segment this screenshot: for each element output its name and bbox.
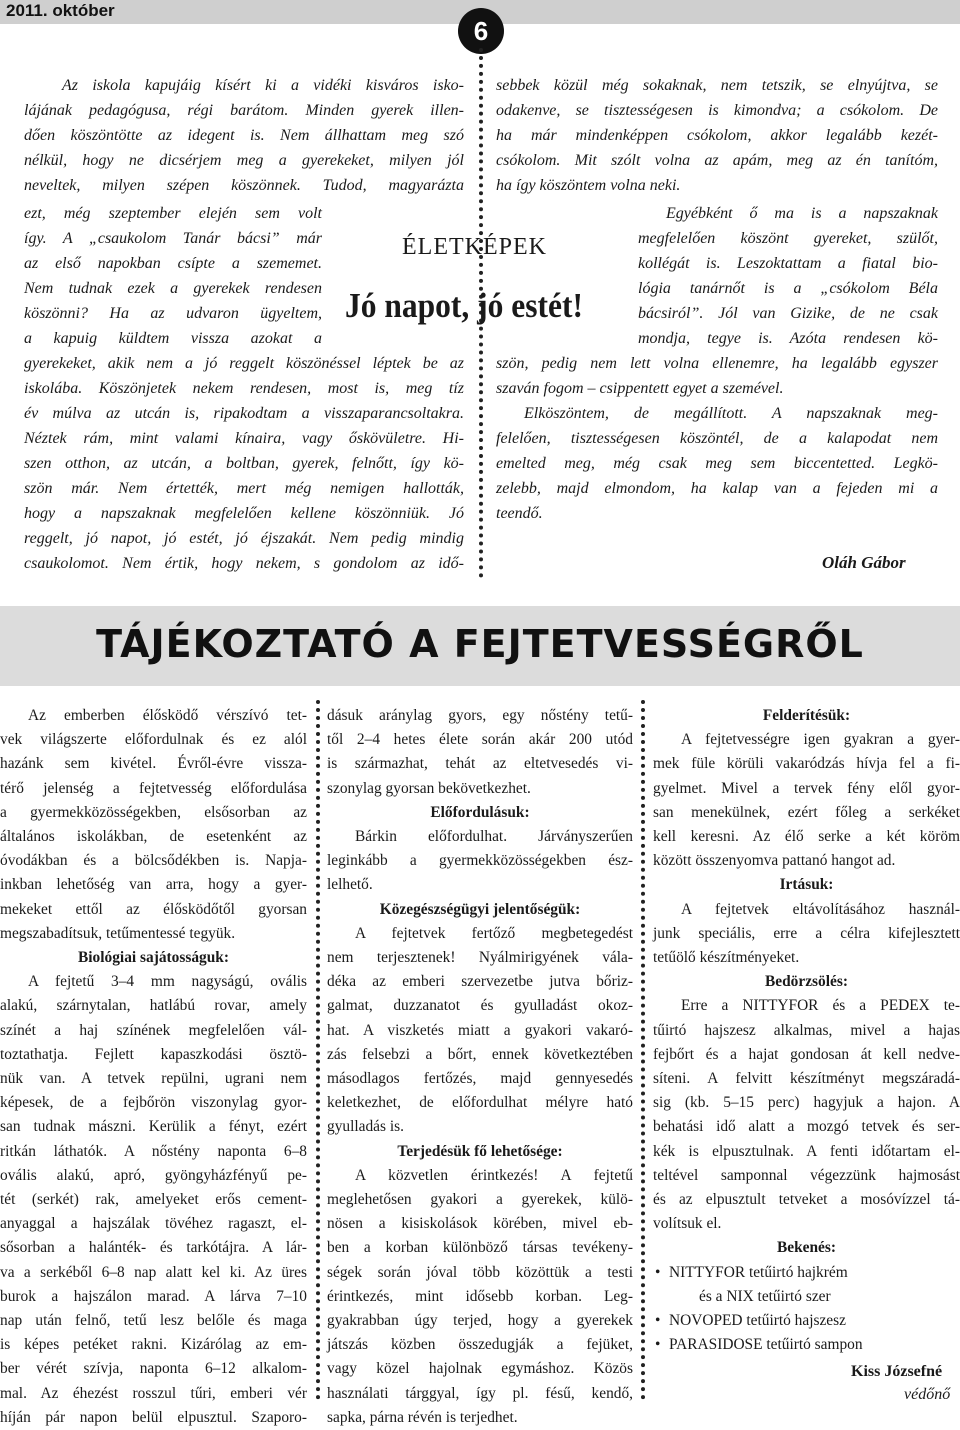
subheading: Irtásuk: bbox=[779, 876, 834, 894]
subheading: Bekenés: bbox=[777, 1239, 836, 1257]
paragraph-line: is származhat, tehát az eltetvesedés vi- bbox=[327, 755, 633, 773]
paragraph-line: lelhető. bbox=[327, 876, 373, 894]
paragraph-line: képesek, de a fejbőrön viszonylag gyor- bbox=[0, 1094, 307, 1112]
column-divider bbox=[316, 700, 320, 1400]
paragraph-line: Elköszöntem, de megállított. A napszaknak meg- bbox=[524, 405, 938, 422]
paragraph-line: ha már mindenképpen csókolom, akkor legalább kezét- bbox=[496, 127, 938, 144]
paragraph-line: mondja, tegye is. Azóta rendesen kö- bbox=[638, 330, 938, 347]
list-item bbox=[653, 1309, 960, 1333]
article2-column-1 bbox=[0, 704, 307, 1430]
paragraph-line: gyerekeket, akik nem a jó reggelt köszönéssel léptek be az bbox=[24, 355, 464, 372]
paragraph-line: mal. Az éhezést rosszul tűri, emberi vér bbox=[0, 1384, 307, 1402]
paragraph-line: anyaggal a hajszálak tövéhez ragaszt, el- bbox=[0, 1215, 307, 1233]
paragraph-line: sebbek közül még sokaknak, nem tetszik, se elnyújtva, se bbox=[496, 77, 938, 94]
list-item-text: NITTYFOR tetűirtó hajkrém bbox=[669, 1263, 848, 1281]
paragraph-line: nem terjesztenek! Nyálmirigyének vála- bbox=[327, 949, 633, 967]
paragraph-line: lájának pedagógusa, régi barátom. Minden gyerek illen- bbox=[24, 102, 464, 119]
paragraph-line: mek füle körüli vakaródzás hívja fel a fi- bbox=[653, 755, 960, 773]
paragraph-line: burok a hajszálon marad. A lárva 7–10 bbox=[0, 1287, 307, 1305]
paragraph-line: hazánk sem kivétel. Évről-évre vissza- bbox=[0, 755, 307, 773]
paragraph-line: Erre a NITTYFOR és a PEDEX te- bbox=[681, 997, 960, 1015]
subheading: Biológiai sajátosságuk: bbox=[78, 949, 229, 967]
paragraph-line: reggelt, jó napot, jó estét, jó éjszakát. Nem pedig mindig bbox=[24, 530, 464, 547]
paragraph-line: mekeket ettől az élősködőtől gyorsan bbox=[0, 900, 307, 918]
paragraph-line: tét (serkét) rak, amelyeket erős cement- bbox=[0, 1191, 307, 1209]
paragraph-line: ber vérét szívja, naponta 6–12 alkalom- bbox=[0, 1360, 307, 1378]
paragraph-line: szaván fogom – csippentett egyet a szemével. bbox=[496, 380, 784, 397]
paragraph-line: fejbőrt és a hajat gondosan át kell nedve- bbox=[653, 1045, 960, 1063]
bullet-icon: • bbox=[655, 1336, 661, 1354]
list-item bbox=[653, 1333, 960, 1357]
paragraph-line: gyakrabban úgy terjed, hogy a gyerekek bbox=[327, 1312, 633, 1330]
list-item bbox=[653, 1261, 960, 1285]
paragraph-line: A fejtetvességre igen gyakran a gyer- bbox=[681, 731, 960, 749]
paragraph-line: A közvetlen érintkezés! A fejtetű bbox=[355, 1166, 633, 1184]
paragraph-line: megszabadítsuk, tetűmentessé tegyük. bbox=[0, 924, 236, 942]
paragraph-line: toztathatja. Fejlett kapaszkodási ösztö- bbox=[0, 1045, 307, 1063]
article2-author: Kiss Józsefné bbox=[851, 1363, 943, 1380]
paragraph-line: színét a haj színének megfelelően vál- bbox=[0, 1021, 307, 1039]
paragraph-line: tűirtó hajszesz alkalmas, mivel a hajas bbox=[653, 1021, 960, 1039]
paragraph-line: emelted meg, még csak meg sem biccentetted. Legkö- bbox=[496, 455, 938, 472]
paragraph-line: és az elpusztult tetveket a mosóvízzel tá- bbox=[653, 1191, 960, 1209]
paragraph-line: érintkezés, mint idősebb korban. Leg- bbox=[327, 1287, 633, 1305]
paragraph-line: felelően, tisztességesen köszöntél, de a kalapodat nem bbox=[496, 430, 938, 447]
paragraph-line: év múlva az utcán is, ripakodtam a visszaparancsoltakra. bbox=[24, 405, 464, 422]
paragraph-line: behatási idő alatt a mozgó tetvek és ser- bbox=[653, 1118, 960, 1136]
paragraph-line: a kapuig küldtem vissza azokat a bbox=[24, 330, 322, 347]
issue-date: 2011. október bbox=[6, 1, 115, 20]
paragraph-line: vek világszerte előfordulnak és ez alól bbox=[0, 731, 307, 749]
paragraph-line: déka az emberi szervezetbe jutva bőriz- bbox=[327, 973, 633, 991]
paragraph-line: másodlagos fertőzés, majd gennyesedés bbox=[327, 1070, 633, 1088]
paragraph-line: san menekülnek, ezért főleg a serkéket bbox=[653, 803, 960, 821]
paragraph-line: sősorban a halánték- és tarkótájra. A lár- bbox=[0, 1239, 307, 1257]
paragraph-line: lógia tanárnőt is a „csókolom Béla bbox=[638, 280, 938, 297]
subheading: Bedörzsölés: bbox=[765, 973, 848, 991]
paragraph-line: között összenyomva pattanó hangot ad. bbox=[653, 852, 896, 870]
paragraph-line: A fejtetű 3–4 mm nagyságú, ovális bbox=[28, 973, 307, 991]
paragraph-line: kék is elpusztulnak. A fenti időtartam el- bbox=[653, 1142, 960, 1160]
paragraph-line: ha így köszöntem volna neki. bbox=[496, 177, 681, 194]
paragraph-line: teltével samponnal végezzünk hajmosást bbox=[653, 1166, 960, 1184]
paragraph-line: sig (kb. 5–15 perc) hagyjuk a hajon. A bbox=[653, 1094, 960, 1112]
paragraph-line: va a serkéből 6–8 nap alatt kel ki. Az üres bbox=[0, 1263, 307, 1281]
paragraph-line: leginkább a gyermekközösségekben ész- bbox=[327, 852, 633, 870]
subheading: Közegészségügyi jelentőségük: bbox=[379, 900, 581, 918]
paragraph-line: csókolom. Mit szólt volna az apám, meg az én tanítóm, bbox=[496, 152, 938, 169]
list-item-text: PARASIDOSE tetűirtó sampon bbox=[669, 1336, 863, 1354]
paragraph-line: bácsiról”. Jól van Gizike, de ne csak bbox=[638, 305, 938, 322]
paragraph-line: A fejtetvek fertőző megbetegedést bbox=[355, 924, 633, 942]
paragraph-line: keletkezhet, de előfordulhat mélyre ható bbox=[327, 1094, 633, 1112]
paragraph-line: sapka, párna révén is terjedhet. bbox=[327, 1408, 518, 1426]
paragraph-line: híján pár napon belül elpusztul. Szaporo- bbox=[0, 1408, 307, 1426]
article2-column-2 bbox=[327, 704, 633, 1430]
paragraph-line: től 2–4 hetes élete során akár 200 utód bbox=[327, 731, 633, 749]
subheading: Terjedésük fő lehetősége: bbox=[397, 1142, 563, 1160]
paragraph-line: vagy közel hajolnak egymáshoz. Közös bbox=[327, 1360, 633, 1378]
list-item bbox=[653, 1285, 960, 1309]
paragraph-line: ben a korban különböző társas tevékeny- bbox=[327, 1239, 633, 1257]
paragraph-line: így. A „csaukolom Tanár bácsi” már bbox=[24, 230, 322, 247]
paragraph-line: inkban lehetőség van arra, hogy a gyer- bbox=[0, 876, 307, 894]
paragraph-line: megfelelően köszönt gyereket, szülőt, bbox=[638, 230, 938, 247]
paragraph-line: óvodákban és a bölcsődékben is. Napja- bbox=[0, 852, 307, 870]
subheading: Előfordulásuk: bbox=[430, 803, 530, 821]
paragraph-line: szen otthon, az utcán, a boltban, gyerek, felnőtt, így kö- bbox=[24, 455, 464, 472]
bullet-icon: • bbox=[655, 1263, 661, 1281]
paragraph-line: síteni. A felvitt készítményt megszáradá- bbox=[653, 1070, 960, 1088]
paragraph-line: iskolába. Köszönjetek nekem rendesen, most is, meg tíz bbox=[24, 380, 464, 397]
paragraph-line: gyelmet. Mivel a tervek fény elől gyor- bbox=[653, 779, 960, 797]
paragraph-line: szön, pedig nem lett volna ellenemre, ha legalább egyszer bbox=[496, 355, 938, 372]
paragraph-line: az első napokban csípte a szememet. bbox=[24, 255, 322, 272]
list-item-text: és a NIX tetűirtó szer bbox=[699, 1287, 831, 1305]
paragraph-line: Nem tudnak ezek a gyerekek rendesen bbox=[24, 280, 322, 297]
paragraph-line: Bárkin előfordulhat. Járványszerűen bbox=[355, 828, 633, 846]
paragraph-line: galmat, duzzanatot és gyulladást okoz- bbox=[327, 997, 633, 1015]
paragraph-line: általános iskolákban, de esetenként az bbox=[0, 828, 307, 846]
article2-column-3 bbox=[653, 704, 960, 1357]
paragraph-line: Az iskola kapujáig kísért ki a vidéki kisváros isko- bbox=[62, 77, 464, 94]
paragraph-line: alakú, szárnytalan, hatlábú rovar, amely bbox=[0, 997, 307, 1015]
paragraph-line: szön már. Nem értették, mert még nemigen hallották, bbox=[24, 480, 464, 497]
paragraph-line: tetűölő készítményeket. bbox=[653, 949, 800, 967]
paragraph-line: ezt, még szeptember elején sem volt bbox=[24, 205, 322, 222]
paragraph-line: neveltek, milyen szépen köszönnek. Tudod, magyarázta bbox=[24, 177, 464, 194]
article2-author-role: védőnő bbox=[904, 1386, 951, 1403]
paragraph-line: csaukolomot. Nem értik, hogy nekem, s gondolom az idő- bbox=[24, 555, 464, 572]
paragraph-line: odakenve, se tisztességesen is kimondva; a csókolom. De bbox=[496, 102, 938, 119]
paragraph-line: dően köszöntötte az idegent is. Nem állhattam meg szó bbox=[24, 127, 464, 144]
paragraph-line: használati tárggyal, így pl. fésű, kendő, bbox=[327, 1384, 633, 1402]
paragraph-line: kell keresni. Az élő serke a két köröm bbox=[653, 828, 960, 846]
paragraph-line: ovális alakú, apró, gyöngyházfényű pe- bbox=[0, 1166, 307, 1184]
paragraph-line: volítsuk el. bbox=[653, 1215, 722, 1233]
subheading: Felderítésük: bbox=[762, 707, 851, 724]
section-title: TÁJÉKOZTATÓ A FEJTETVESSÉGRŐL bbox=[96, 622, 864, 666]
paragraph-line: gyulladás is. bbox=[327, 1118, 404, 1136]
paragraph-line: játszás közben összedugják a fejüket, bbox=[327, 1336, 633, 1354]
paragraph-line: teendő. bbox=[496, 505, 543, 522]
paragraph-line: nük van. A tetvek repülni, ugrani nem bbox=[0, 1070, 307, 1088]
paragraph-line: hogy a napszaknak megfelelően kellene köszönniük. Jó bbox=[24, 505, 464, 522]
paragraph-line: nap után felnő, tetű lesz belőle és maga bbox=[0, 1312, 307, 1330]
paragraph-line: san tudnak mászni. Kerülik a fényt, ezért bbox=[0, 1118, 307, 1136]
paragraph-line: nösen a kisiskolások körében, mivel eb- bbox=[327, 1215, 633, 1233]
paragraph-line: meglehetősen gyakori a gyerekek, külö- bbox=[327, 1191, 633, 1209]
paragraph-line: is képes petéket rakni. Kizárólag az em- bbox=[0, 1336, 307, 1354]
article1-author: Oláh Gábor bbox=[822, 553, 906, 572]
paragraph-line: köszönni? Ha az udvaron ügyeltem, bbox=[24, 305, 322, 322]
paragraph-line: kollégát is. Leszoktattam a fiatal bio- bbox=[638, 255, 938, 272]
paragraph-line: A fejtetvek eltávolításához használ- bbox=[681, 900, 960, 918]
paragraph-line: ségek során jóval több közöttük a testi bbox=[327, 1263, 633, 1281]
product-list bbox=[653, 1261, 960, 1358]
paragraph-line: Egyébként ő ma is a napszaknak bbox=[666, 205, 938, 222]
paragraph-line: zás felsebzi a bőrt, ennek következtében bbox=[327, 1045, 633, 1063]
paragraph-line: junk speciális, erre a célra kifejlesztett bbox=[653, 924, 960, 942]
paragraph-line: Az emberben élősködő vérszívó tet- bbox=[28, 707, 307, 724]
paragraph-line: hat. A viszketés miatt a gyakori vakaró- bbox=[327, 1021, 633, 1039]
paragraph-line: Néztek rám, mint valami kínaira, vagy őskövületre. Hi- bbox=[24, 430, 464, 447]
column-divider bbox=[641, 700, 645, 1400]
list-item-text: NOVOPED tetűirtó hajszesz bbox=[669, 1312, 846, 1330]
paragraph-line: dásuk aránylag gyors, egy nőstény tetű- bbox=[327, 707, 633, 724]
paragraph-line: ritkán láthatók. A nőstény naponta 6–8 bbox=[0, 1142, 307, 1160]
bullet-icon: • bbox=[655, 1312, 661, 1330]
paragraph-line: zelebb, majd elmondom, ha kalap van a fejeden mi a bbox=[496, 480, 938, 497]
paragraph-line: a gyermekközösségekben, elsősorban az bbox=[0, 803, 307, 821]
paragraph-line: szonylag gyorsan bekövetkezhet. bbox=[327, 779, 531, 797]
page-number-badge: 6 bbox=[458, 8, 504, 54]
article-title: Jó napot, jó estét! bbox=[345, 286, 583, 325]
section-label: ÉLETKÉPEK bbox=[402, 234, 547, 260]
paragraph-line: nélkül, hogy ne dicsérjem meg a gyerekeket, milyen jól bbox=[24, 152, 464, 169]
paragraph-line: térő jelenség a fejtetvesség előfordulása bbox=[0, 779, 307, 797]
